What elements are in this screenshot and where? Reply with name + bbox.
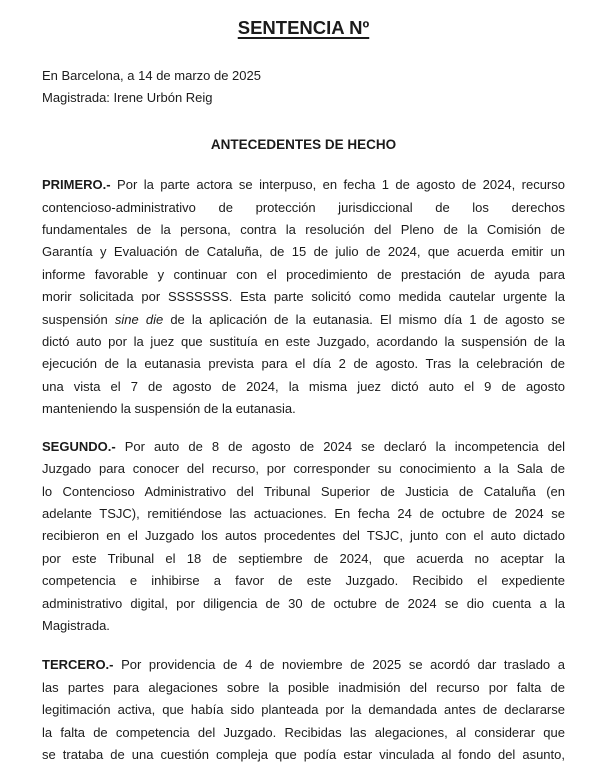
paragraph-line: Juzgado para conocer del recurso, por corresponder su conocimiento a la Sala de (42, 461, 565, 477)
paragraph-line: manteniendo la suspensión de la eutanasia. (42, 401, 296, 417)
paragraph-line: administrativo digital, por diligencia de 30 de octubre de 2024 se dio cuenta a la (42, 595, 565, 611)
paragraph-line: una vista el 7 de agosto de 2024, la misma juez dictó auto el 9 de agosto (42, 378, 565, 394)
text-segment: Por providencia de 4 de noviembre de 2025 se acordó dar traslado a (113, 657, 565, 673)
paragraph-line (42, 174, 565, 196)
paragraph-line: contencioso-administrativo de protección jurisdiccional de los derechos (42, 199, 565, 215)
section-heading: ANTECEDENTES DE HECHO (210, 136, 397, 152)
paragraph-segundo (42, 436, 565, 638)
paragraph-line: Garantía y Evaluación de Cataluña, de 15 de julio de 2024, que acuerda emitir un (42, 244, 565, 260)
paragraph-line: informe favorable y continuar con el procedimiento de prestación de ayuda para (42, 266, 565, 282)
paragraph-line (42, 654, 565, 676)
paragraph-line: adelante TSJC), remitiéndose las actuaciones. En fecha 24 de octubre de 2024 se (42, 505, 565, 521)
paragraph-tercero (42, 654, 565, 766)
latin-phrase: sine die (114, 311, 164, 327)
magistrate-line: Magistrada: Irene Urbón Reig (42, 90, 213, 106)
paragraph-line: recibieron en el Juzgado los autos procedentes del TSJC, junto con el auto dictado (42, 528, 565, 544)
paragraph-line: dictó auto por la juez que sustituía en este Juzgado, acordando la suspensión de la (42, 334, 565, 350)
paragraph-line: competencia e inhibirse a favor de este Juzgado. Recibido el expediente (42, 573, 565, 589)
paragraph-label: SEGUNDO.- (42, 438, 116, 454)
paragraph-primero (42, 174, 565, 420)
document-title: SENTENCIA Nº (237, 17, 370, 38)
paragraph-line: lo Contencioso Administrativo del Tribunal Superior de Justicia de Cataluña (en (42, 483, 565, 499)
paragraph-line (42, 436, 565, 458)
paragraph-line: morir solicitada por SSSSSSS. Esta parte solicitó como medida cautelar urgente la (42, 289, 565, 305)
text-segment: de la aplicación de la eutanasia. El mismo día 1 de agosto se (163, 311, 565, 327)
paragraph-label: TERCERO.- (42, 657, 114, 673)
paragraph-line (42, 309, 565, 331)
paragraph-line: fundamentales de la persona, contra la resolución del Pleno de la Comisión de (42, 222, 565, 238)
antecedentes-section (42, 174, 565, 766)
paragraph-label: PRIMERO.- (42, 177, 111, 193)
paragraph-line: ejecución de la eutanasia prevista para el día 2 de agosto. Tras la celebración de (42, 356, 565, 372)
text-segment: Por la parte actora se interpuso, en fecha 1 de agosto de 2024, recurso (110, 177, 565, 193)
place-date-line: En Barcelona, a 14 de marzo de 2025 (42, 68, 261, 83)
paragraph-line: legitimación activa, que había sido planteada por la demandada antes de declararse (42, 702, 565, 718)
document-intro (42, 65, 565, 110)
paragraph-line: las partes para alegaciones sobre la posible inadmisión del recurso por falta de (42, 679, 565, 695)
paragraph-line: Magistrada. (42, 617, 110, 633)
text-segment: suspensión (42, 311, 115, 327)
text-segment: Por auto de 8 de agosto de 2024 se declaró la incompetencia del (115, 438, 565, 454)
paragraph-line: la falta de competencia del Juzgado. Recibidas las alegaciones, al considerar que (42, 724, 565, 740)
paragraph-line: por este Tribunal el 18 de septiembre de 2024, que acuerda no aceptar la (42, 550, 565, 566)
paragraph-line: se trataba de una cuestión compleja que podía estar vinculada al fondo del asunto, (42, 746, 565, 762)
